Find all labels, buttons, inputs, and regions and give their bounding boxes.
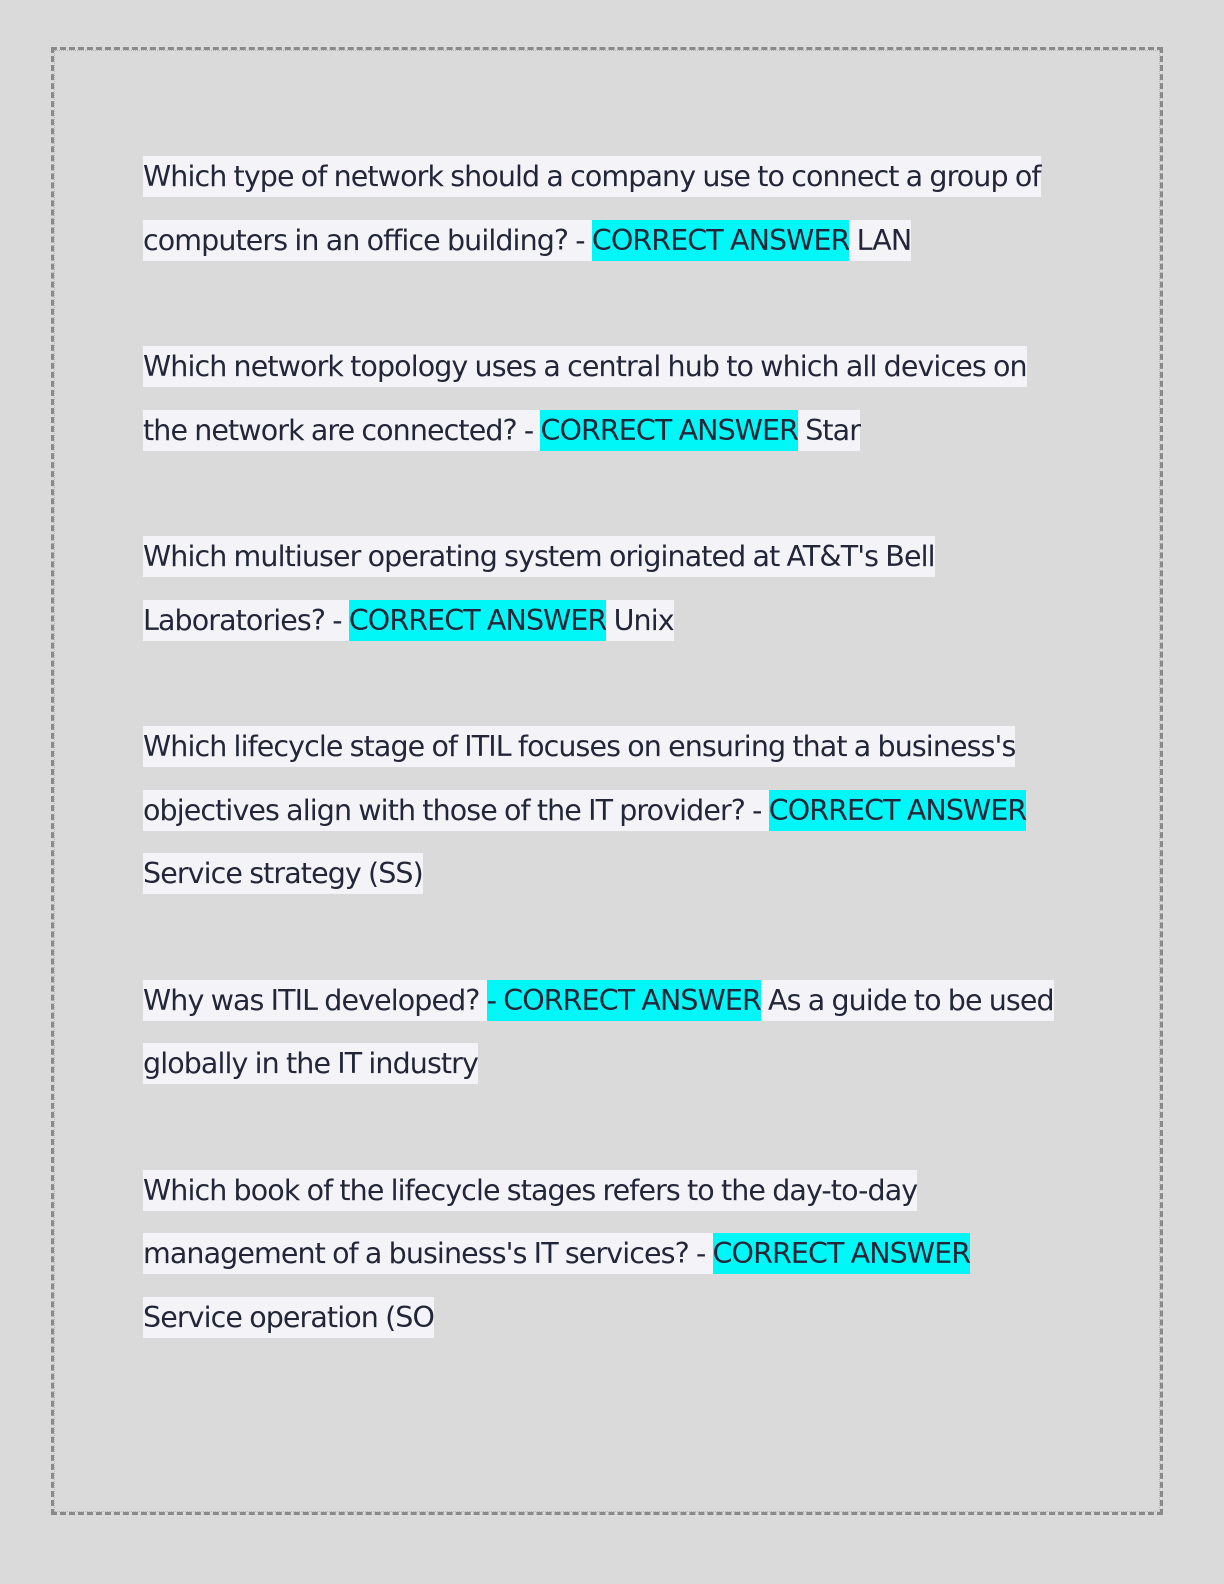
qa-item — [143, 1159, 1073, 1350]
question-text: Which multiuser operating system originated at AT&T's Bell Laboratories? - — [143, 536, 935, 641]
qa-item — [143, 969, 1073, 1096]
answer-text: Service operation (SO — [143, 1297, 434, 1338]
qa-list — [143, 145, 1073, 1412]
question-text: Which type of network should a company use to connect a group of computers in an office building? - — [143, 156, 1041, 261]
correct-answer-label: CORRECT ANSWER — [713, 1233, 971, 1274]
answer-text: As a guide to be used globally in the IT industry — [143, 980, 1054, 1085]
qa-item — [143, 145, 1073, 272]
correct-answer-label: CORRECT ANSWER — [540, 410, 798, 451]
qa-item — [143, 715, 1073, 906]
qa-item — [143, 335, 1073, 462]
answer-text: Service strategy (SS) — [143, 853, 423, 894]
correct-answer-label: CORRECT ANSWER — [349, 600, 607, 641]
answer-text: Unix — [606, 600, 673, 641]
correct-answer-label: CORRECT ANSWER — [592, 220, 850, 261]
question-text: Which lifecycle stage of ITIL focuses on ensuring that a business's objectives align with those of the IT provider? - — [143, 726, 1015, 831]
question-text: Why was ITIL developed? — [143, 980, 487, 1021]
correct-answer-label: - CORRECT ANSWER — [487, 980, 761, 1021]
correct-answer-label: CORRECT ANSWER — [769, 790, 1027, 831]
answer-text: LAN — [849, 220, 911, 261]
qa-item — [143, 525, 1073, 652]
answer-text: Star — [798, 410, 860, 451]
question-text: Which book of the lifecycle stages refers to the day-to-day management of a business's IT services? - — [143, 1170, 917, 1275]
question-text: Which network topology uses a central hub to which all devices on the network are connected? - — [143, 346, 1027, 451]
